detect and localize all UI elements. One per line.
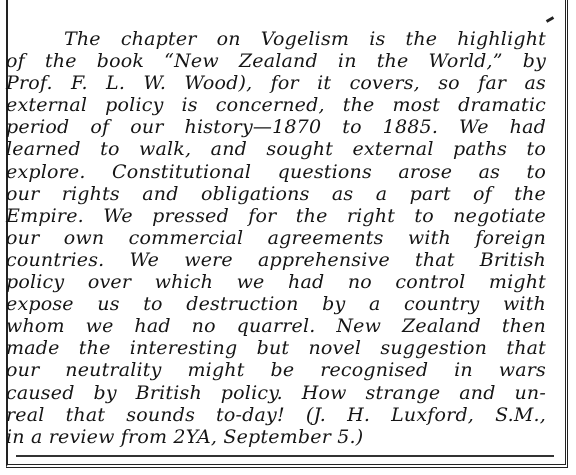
article-line: period of our history—1870 to 1885. We had xyxy=(6,116,546,139)
article-line: caused by British policy. How strange and un- xyxy=(6,381,546,404)
bottom-rule xyxy=(16,455,554,457)
article-line: explore. Constitutional questions arose as to xyxy=(6,160,546,183)
article-line: of the book “New Zealand in the World,” by xyxy=(6,50,546,73)
article-line: Prof. F. L. W. Wood), for it covers, so far as xyxy=(6,72,546,95)
article-line: Empire. We pressed for the right to negotiate xyxy=(6,204,546,227)
article-line: made the interesting but novel suggestion that xyxy=(6,337,546,360)
article-line: external policy is concerned, the most dramatic xyxy=(6,94,546,117)
article-text xyxy=(6,28,546,448)
article-line: whom we had no quarrel. New Zealand then xyxy=(6,315,546,338)
article-line: countries. We were apprehensive that British xyxy=(6,248,546,271)
article-line: real that sounds to-day! (J. H. Luxford, S.M., xyxy=(6,403,546,426)
article-line: our own commercial agreements with foreign xyxy=(6,226,546,249)
article-line: our rights and obligations as a part of the xyxy=(6,182,546,205)
article-line: learned to walk, and sought external paths to xyxy=(6,138,546,161)
article-line: The chapter on Vogelism is the highlight xyxy=(64,28,546,50)
article-line: expose us to destruction by a country with xyxy=(6,293,546,316)
article-line: policy over which we had no control might xyxy=(6,271,546,294)
article-line: our neutrality might be recognised in wars xyxy=(6,359,546,382)
article-line: in a review from 2YA, September 5.) xyxy=(6,425,364,448)
